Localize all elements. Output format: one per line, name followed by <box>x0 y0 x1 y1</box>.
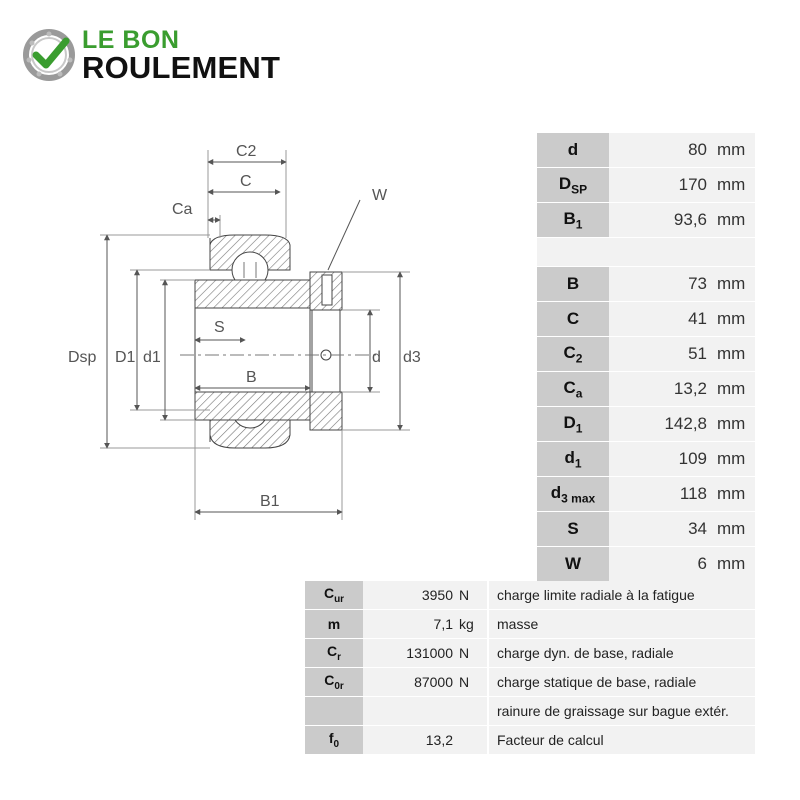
dimension-unit: mm <box>715 372 755 407</box>
property-unit: N <box>459 639 488 668</box>
label-c2: C2 <box>236 143 257 160</box>
dimension-unit: mm <box>715 133 755 168</box>
dimension-symbol <box>537 372 609 407</box>
dimension-unit: mm <box>715 302 755 337</box>
dimension-value: 41 <box>609 302 715 337</box>
dimension-symbol <box>537 512 609 547</box>
property-symbol <box>305 726 363 755</box>
symbol: B <box>566 274 580 293</box>
symbol-subscript: SP <box>571 182 588 197</box>
symbol: C <box>563 342 576 362</box>
brand-line2: ROULEMENT <box>82 50 281 85</box>
dimension-symbol <box>537 267 609 302</box>
symbol: d <box>550 482 562 502</box>
dimension-unit: mm <box>715 547 755 582</box>
label-b: B <box>246 369 257 386</box>
symbol: S <box>567 519 579 538</box>
property-value: 87000 <box>363 668 459 697</box>
dimension-value: 142,8 <box>609 407 715 442</box>
dimension-unit: mm <box>715 477 755 512</box>
label-d3: d3 <box>403 349 421 366</box>
property-value: 131000 <box>363 639 459 668</box>
dimension-unit: mm <box>715 512 755 547</box>
property-symbol <box>305 639 363 668</box>
dimension-unit: mm <box>715 407 755 442</box>
symbol-subscript: ur <box>334 593 345 605</box>
label-d: d <box>372 349 381 366</box>
dimension-value: 118 <box>609 477 715 512</box>
table-row <box>537 547 755 582</box>
symbol: B <box>563 208 576 228</box>
property-value <box>363 697 459 726</box>
table-row <box>305 581 755 610</box>
dimension-symbol <box>537 168 609 203</box>
label-s: S <box>214 319 225 336</box>
symbol-subscript: 3 max <box>561 491 596 506</box>
symbol: C <box>563 377 576 397</box>
dimension-unit: mm <box>715 203 755 238</box>
property-unit: N <box>459 581 488 610</box>
dimension-value: 13,2 <box>609 372 715 407</box>
symbol: W <box>564 554 582 573</box>
label-c: C <box>240 173 252 190</box>
symbol-subscript: a <box>575 386 583 401</box>
table-row <box>537 372 755 407</box>
symbol-subscript: 1 <box>574 456 582 471</box>
dimension-value: 80 <box>609 133 715 168</box>
property-description: Facteur de calcul <box>488 726 755 755</box>
table-row <box>537 442 755 477</box>
table-row <box>537 267 755 302</box>
symbol-subscript: 1 <box>575 217 583 232</box>
property-description: charge limite radiale à la fatigue <box>488 581 755 610</box>
dimensions-table <box>537 133 755 582</box>
property-value: 7,1 <box>363 610 459 639</box>
table-row <box>537 337 755 372</box>
symbol-subscript: 2 <box>575 351 583 366</box>
dimension-symbol <box>537 547 609 582</box>
table-row <box>537 168 755 203</box>
symbol: D <box>558 173 572 193</box>
dimension-value: 170 <box>609 168 715 203</box>
symbol-subscript: 0r <box>334 680 344 692</box>
table-row <box>305 697 755 726</box>
property-value: 13,2 <box>363 726 459 755</box>
bearing-check-icon <box>22 28 76 82</box>
label-b1: B1 <box>260 493 280 510</box>
bearing-cross-section-drawing <box>60 130 470 530</box>
symbol: D <box>563 412 576 432</box>
property-description: charge statique de base, radiale <box>488 668 755 697</box>
label-d1-outer: D1 <box>115 349 136 366</box>
table-row <box>305 639 755 668</box>
symbol: f <box>328 730 334 747</box>
property-unit: kg <box>459 610 488 639</box>
table-row <box>537 477 755 512</box>
property-description: charge dyn. de base, radiale <box>488 639 755 668</box>
property-unit <box>459 726 488 755</box>
table-spacer <box>537 238 755 267</box>
dimension-unit: mm <box>715 442 755 477</box>
dimension-value: 93,6 <box>609 203 715 238</box>
properties-table <box>305 581 755 755</box>
property-symbol <box>305 697 363 726</box>
table-row <box>537 407 755 442</box>
label-d1-inner: d1 <box>143 349 161 366</box>
dimension-unit: mm <box>715 168 755 203</box>
dimension-symbol <box>537 133 609 168</box>
label-w: W <box>372 187 388 204</box>
dimension-symbol <box>537 302 609 337</box>
dimension-value: 51 <box>609 337 715 372</box>
table-row <box>305 668 755 697</box>
property-symbol <box>305 610 363 639</box>
property-symbol <box>305 581 363 610</box>
symbol-subscript: 0 <box>333 738 340 750</box>
brand-logo <box>22 26 312 86</box>
table-row <box>305 726 755 755</box>
table-row <box>537 512 755 547</box>
dimension-unit: mm <box>715 337 755 372</box>
property-description: rainure de graissage sur bague extér. <box>488 697 755 726</box>
dimension-symbol <box>537 442 609 477</box>
property-unit <box>459 697 488 726</box>
property-symbol <box>305 668 363 697</box>
dimension-symbol <box>537 477 609 512</box>
symbol: C <box>323 585 335 602</box>
symbol: C <box>566 309 580 328</box>
table-row <box>537 203 755 238</box>
property-value: 3950 <box>363 581 459 610</box>
symbol: d <box>564 447 575 467</box>
table-row <box>537 302 755 337</box>
dimension-value: 34 <box>609 512 715 547</box>
dimension-value: 6 <box>609 547 715 582</box>
symbol-subscript: 1 <box>575 421 583 436</box>
symbol: C <box>324 672 335 689</box>
dimension-symbol <box>537 337 609 372</box>
symbol: m <box>327 616 341 632</box>
brand-line1: LE BON <box>82 26 180 54</box>
symbol-subscript: r <box>337 651 342 663</box>
dimension-symbol <box>537 407 609 442</box>
dimension-unit: mm <box>715 267 755 302</box>
dimension-value: 109 <box>609 442 715 477</box>
table-row <box>537 133 755 168</box>
label-ca: Ca <box>172 201 193 218</box>
property-description: masse <box>488 610 755 639</box>
dimension-symbol <box>537 203 609 238</box>
dimension-value: 73 <box>609 267 715 302</box>
label-dsp: Dsp <box>68 349 97 366</box>
symbol: C <box>326 643 338 660</box>
table-row <box>305 610 755 639</box>
symbol: d <box>567 140 579 159</box>
property-unit: N <box>459 668 488 697</box>
